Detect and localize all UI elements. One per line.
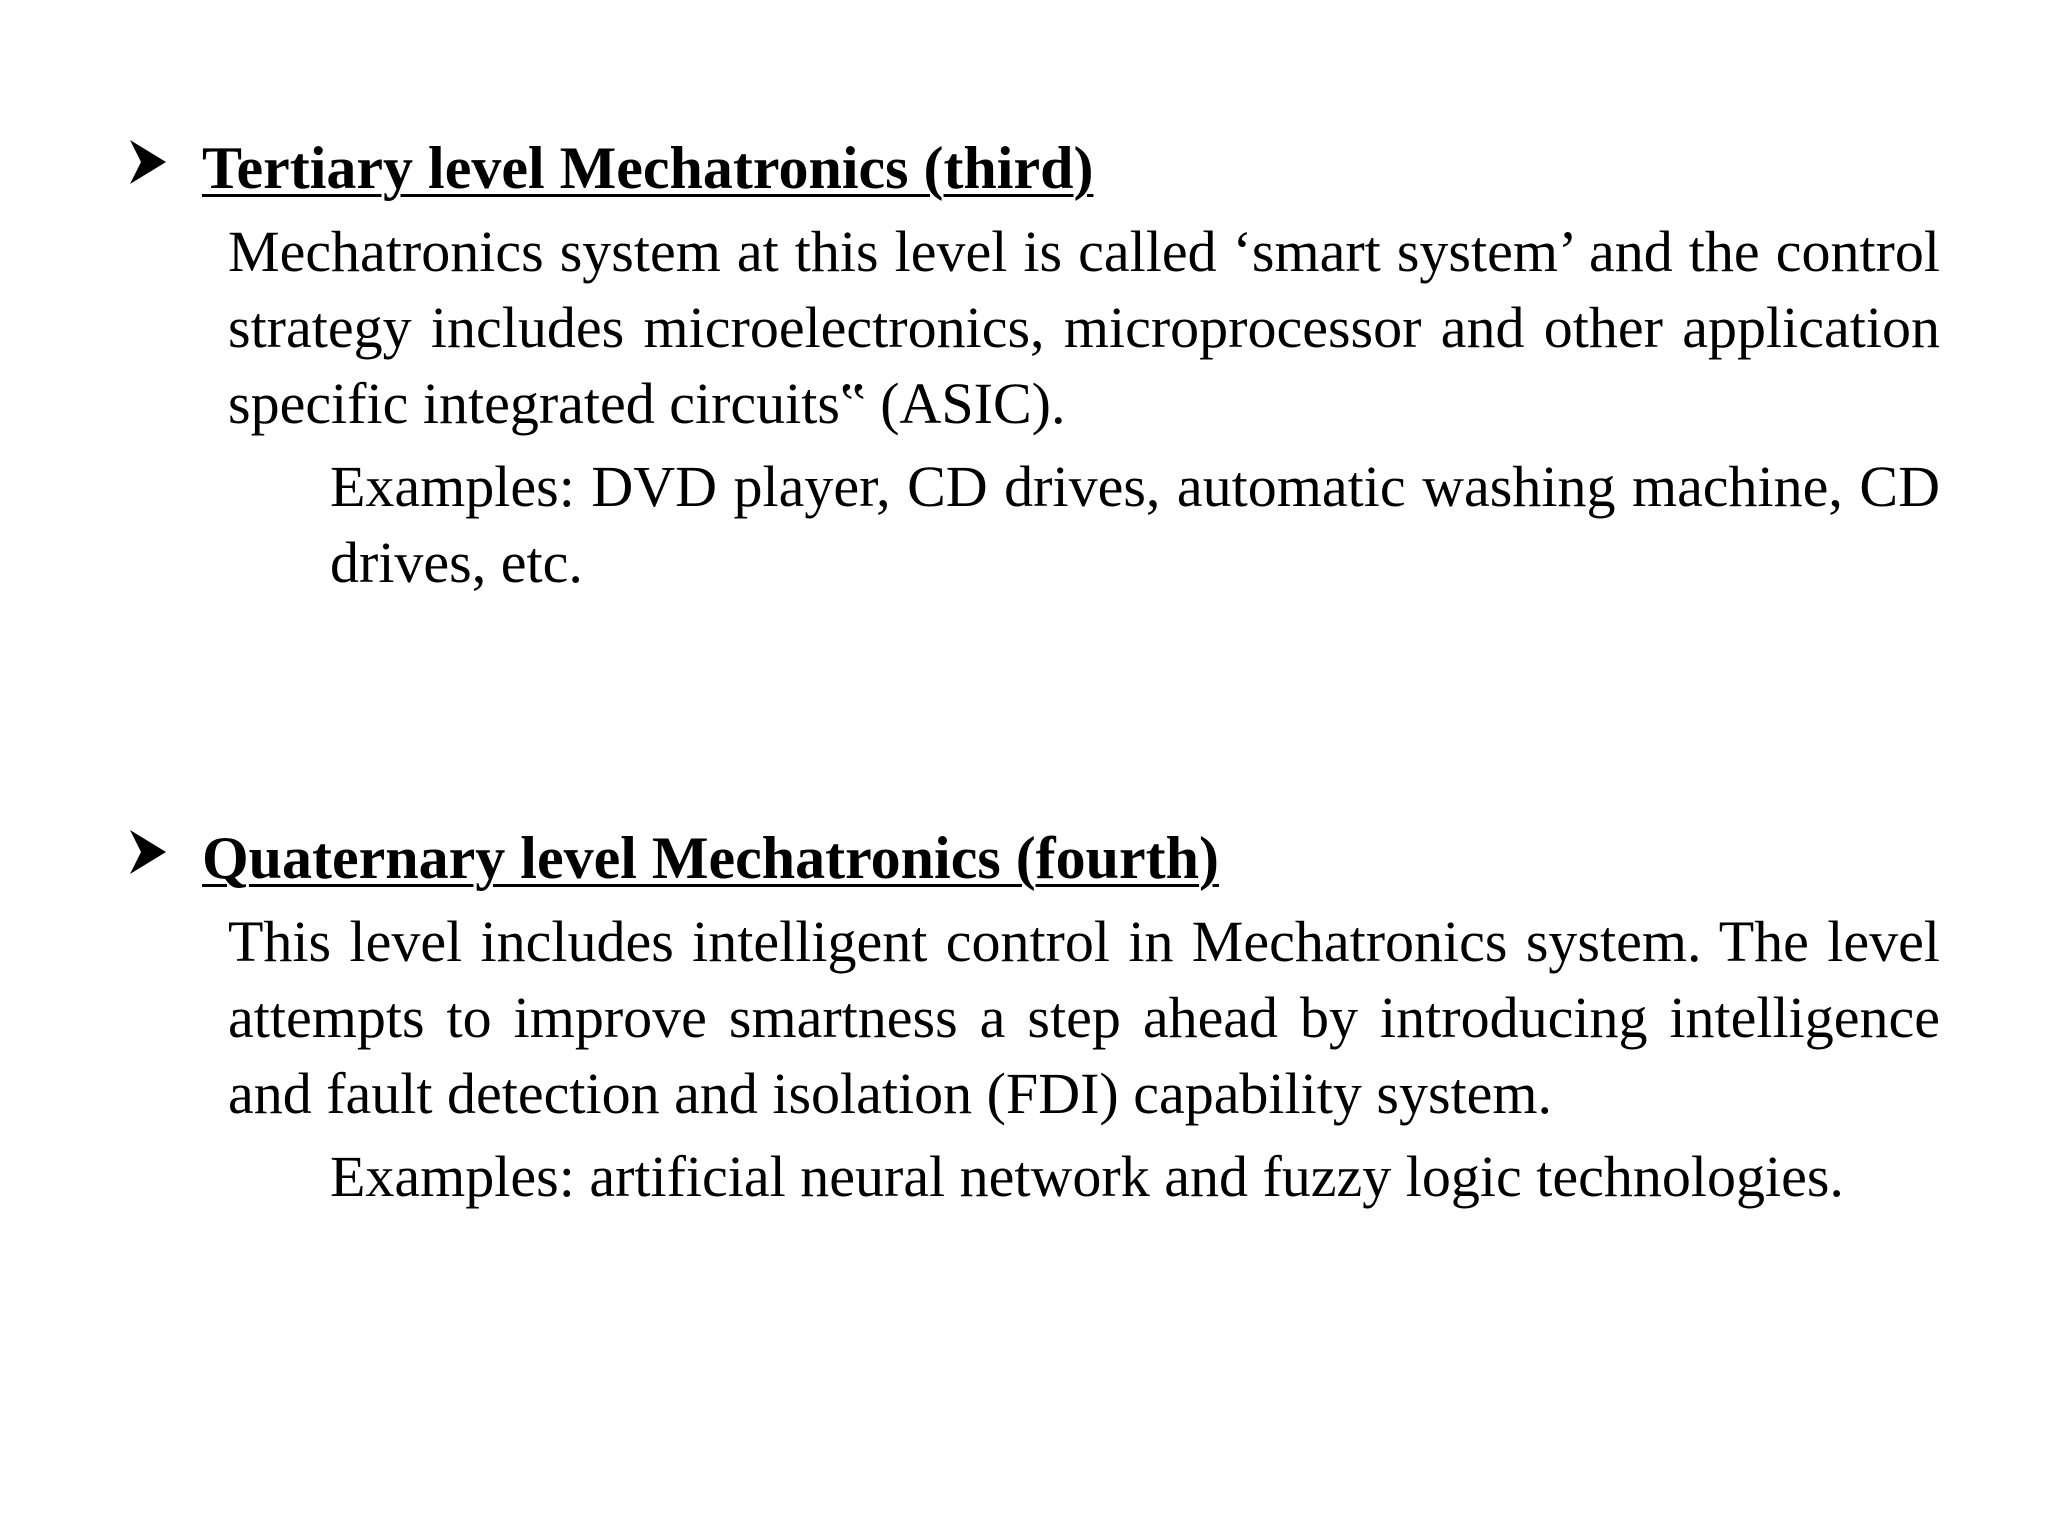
heading-row	[0, 130, 2048, 214]
section-tertiary	[0, 130, 2048, 601]
section-body: This level includes intelligent control in Mechatronics system. The level attempts to improve smartness a step ahead by introducing intelligence and fault detection and isolation (FDI) capability system.	[228, 909, 1940, 1126]
section-examples: Examples: artificial neural network and fuzzy logic technologies.	[330, 1144, 1844, 1209]
heading-row	[0, 820, 2048, 904]
section-heading: Tertiary level Mechatronics (third)	[202, 135, 1094, 201]
section-examples: Examples: DVD player, CD drives, automatic washing machine, CD drives, etc.	[330, 454, 1940, 595]
section-quaternary	[0, 820, 2048, 1215]
section-heading: Quaternary level Mechatronics (fourth)	[202, 825, 1219, 891]
arrowhead-bullet-icon	[128, 136, 168, 188]
arrowhead-bullet-icon	[128, 826, 168, 878]
section-body: Mechatronics system at this level is called ‘smart system’ and the control strategy includes microelectronics, microprocessor and other application specific integrated circuits‟ (ASIC).	[228, 219, 1940, 436]
